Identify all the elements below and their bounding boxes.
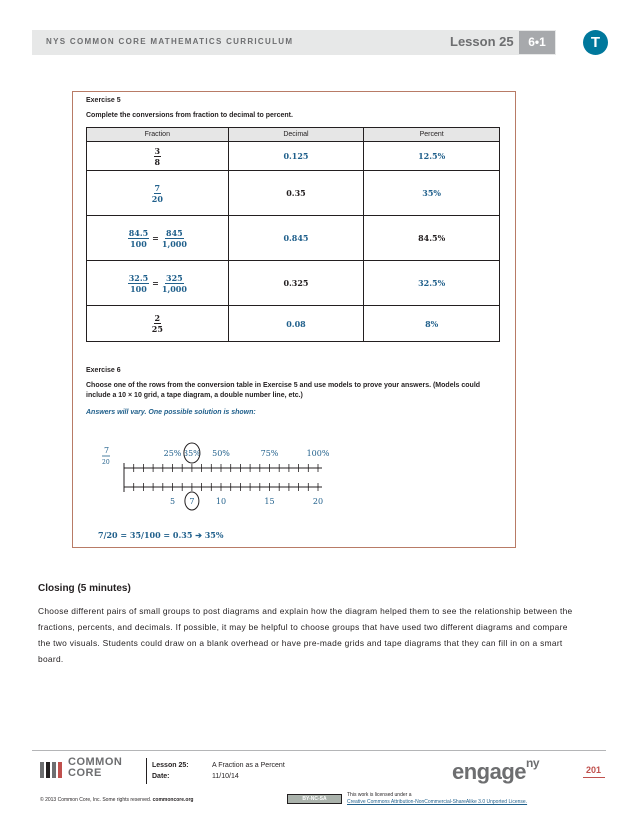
decimal-cell: 0.125 [228, 142, 364, 171]
diagram-fraction-numerator: 7 [104, 446, 110, 455]
bottom-number-line [124, 483, 323, 510]
top-label: 35% [183, 449, 201, 458]
fraction-numerator: 7 [154, 182, 161, 193]
common-core-logo-text [68, 757, 122, 779]
fraction-cell [87, 171, 229, 216]
bottom-label: 15 [264, 497, 275, 506]
footer-separator [146, 758, 147, 784]
fraction-numerator: 32.5 [128, 272, 149, 283]
exercise-5-instruction: Complete the conversions from fraction to decimal to percent. [86, 112, 293, 119]
fraction-numerator: 84.5 [128, 227, 149, 238]
fraction-denominator: 20 [151, 193, 163, 204]
decimal-cell: 0.845 [228, 216, 364, 261]
fraction-denominator: 1,000 [161, 283, 187, 294]
footer-divider [32, 750, 606, 751]
fraction-denominator: 25 [151, 324, 163, 334]
decimal-cell: 0.35 [228, 171, 364, 216]
equals-sign: = [152, 278, 159, 288]
percent-cell: 8% [364, 306, 500, 342]
table-row [87, 306, 500, 342]
fraction-denominator: 100 [130, 238, 147, 249]
fraction-cell [87, 261, 229, 306]
closing-text: Choose different pairs of small groups to post diagrams and explain how the diagram helped them to see the relationship between the fractions, percents, and decimals. If possible, it may be helpful to choose groups that have used two different diagrams and compare the two visuals. Students could draw on a blank overhead or have pre-made grids and tape diagrams that they can fill in on a smart board. [38, 606, 573, 664]
exercise-5-title: Exercise 5 [86, 97, 121, 104]
footer-date-label: Date: [152, 773, 170, 780]
page-number-underline [583, 777, 605, 778]
table-row [87, 216, 500, 261]
final-equation-text: 7/20 = 35/100 = 0.35 [98, 530, 193, 540]
table-row [87, 142, 500, 171]
copyright-text: © 2013 Common Core, Inc. Some rights reserved. [40, 797, 152, 803]
bottom-label: 10 [215, 497, 227, 506]
exercise-6-title: Exercise 6 [86, 367, 121, 374]
engage-text: engage [452, 759, 527, 784]
logo-line-1: COMMON [68, 756, 123, 768]
fraction-numerator: 3 [154, 145, 161, 156]
closing-title: Closing (5 minutes) [38, 583, 131, 594]
lesson-title: Lesson 25 [450, 34, 514, 49]
percent-cell: 35% [364, 171, 500, 216]
diagram-fraction-denominator: 20 [102, 459, 110, 466]
logo-line-2: CORE [68, 767, 102, 779]
column-header-decimal: Decimal [228, 128, 364, 142]
grade-module-badge: 6•1 [519, 31, 555, 54]
fraction-denominator: 1,000 [161, 238, 187, 249]
fraction-cell [87, 306, 229, 342]
bottom-label: 20 [312, 497, 324, 506]
engage-sup: ny [526, 755, 540, 770]
percent-cell: 12.5% [364, 142, 500, 171]
copyright-site: commoncore.org [152, 797, 194, 803]
curriculum-title: NYS COMMON CORE MATHEMATICS CURRICULUM [46, 37, 294, 46]
equals-sign: = [152, 233, 159, 243]
common-core-logo-icon [40, 760, 64, 780]
cc-license-badge: BY-NC-SA [287, 794, 342, 804]
percent-cell: 32.5% [364, 261, 500, 306]
final-result: 35% [204, 530, 224, 540]
engageny-logo [452, 755, 540, 785]
conversion-table [86, 127, 500, 342]
top-label: 50% [212, 449, 230, 458]
arrow-right-icon: ➔ [192, 530, 205, 540]
answer-note: Answers will vary. One possible solution is shown: [86, 409, 256, 416]
column-header-fraction: Fraction [87, 128, 229, 142]
top-label: 100% [306, 449, 330, 458]
fraction-cell [87, 216, 229, 261]
fraction-denominator: 100 [130, 283, 147, 294]
final-equation [98, 530, 223, 540]
footer-date-value: 11/10/14 [212, 773, 239, 780]
fraction-numerator: 325 [166, 272, 183, 283]
top-label: 25% [163, 449, 182, 458]
license-line-1: This work is licensed under a [347, 792, 412, 798]
table-row [87, 261, 500, 306]
license-link[interactable]: Creative Commons Attribution-NonCommercial-ShareAlike 3.0 Unported License. [347, 799, 528, 805]
column-header-percent: Percent [364, 128, 500, 142]
table-row [87, 171, 500, 216]
top-label: 75% [260, 449, 279, 458]
copyright [40, 797, 193, 803]
teacher-badge-icon: T [583, 30, 608, 55]
double-number-line-diagram [96, 440, 336, 520]
bottom-label: 7 [189, 497, 195, 506]
license-text [347, 792, 527, 806]
footer-lesson-value: A Fraction as a Percent [212, 762, 285, 769]
bottom-label: 5 [169, 497, 176, 506]
page-number: 201 [586, 765, 602, 775]
fraction-denominator: 8 [154, 156, 161, 167]
fraction-numerator: 2 [154, 313, 161, 323]
fraction-numerator: 845 [166, 227, 183, 238]
decimal-cell: 0.325 [228, 261, 364, 306]
footer-lesson-label: Lesson 25: [152, 762, 189, 769]
exercise-6-instruction-line1: Choose one of the rows from the conversion table in Exercise 5 and use models to prove your answers. (Models could [86, 382, 481, 389]
percent-cell: 84.5% [364, 216, 500, 261]
exercise-6-instruction-line2: include a 10 × 10 grid, a tape diagram, a double number line, etc.) [86, 392, 303, 399]
decimal-cell: 0.08 [228, 306, 364, 342]
fraction-cell [87, 142, 229, 171]
